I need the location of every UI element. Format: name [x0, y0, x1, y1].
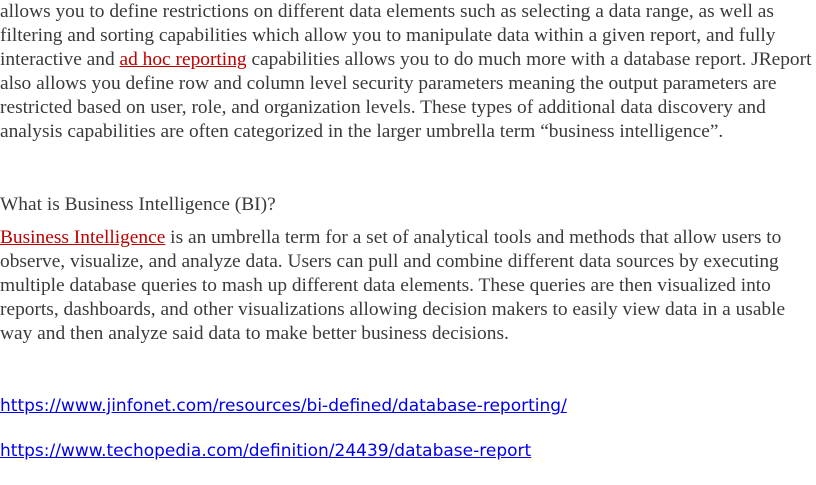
business-intelligence-link[interactable]: Business Intelligence: [0, 227, 166, 248]
reference-link-techopedia[interactable]: https://www.techopedia.com/definition/24439/database-report: [0, 441, 532, 461]
intro-text-part-2: capabilities allows you to do much more with a database report. JReport also allows you define row and column level security parameters meaning the output parameters are restricted based on user, role, and organization levels. These types of additional data discovery and analysis capabilities are often categorized in the larger umbrella term “business intelligence”.: [0, 49, 812, 142]
bi-paragraph: [0, 226, 800, 346]
intro-paragraph: [0, 0, 816, 144]
section-heading: What is Business Intelligence (BI)?: [0, 194, 276, 215]
reference-link-jinfonet[interactable]: https://www.jinfonet.com/resources/bi-defined/database-reporting/: [0, 396, 567, 416]
ad-hoc-reporting-link[interactable]: ad hoc reporting: [119, 49, 247, 70]
bi-paragraph-text: is an umbrella term for a set of analytical tools and methods that allow users to observe, visualize, and analyze data. Users can pull and combine different data sources by executing multiple database queries to mash up different data elements. These queries are then visualized into reports, dashboards, and other visualizations allowing decision makers to easily view data in a usable way and then analyze said data to make better business decisions.: [0, 227, 786, 344]
intro-text-part-1: allows you to define restrictions on different data elements such as selecting a data range, as well as filtering and sorting capabilities which allow you to manipulate data within a given report, and fully interactive and: [0, 1, 776, 70]
